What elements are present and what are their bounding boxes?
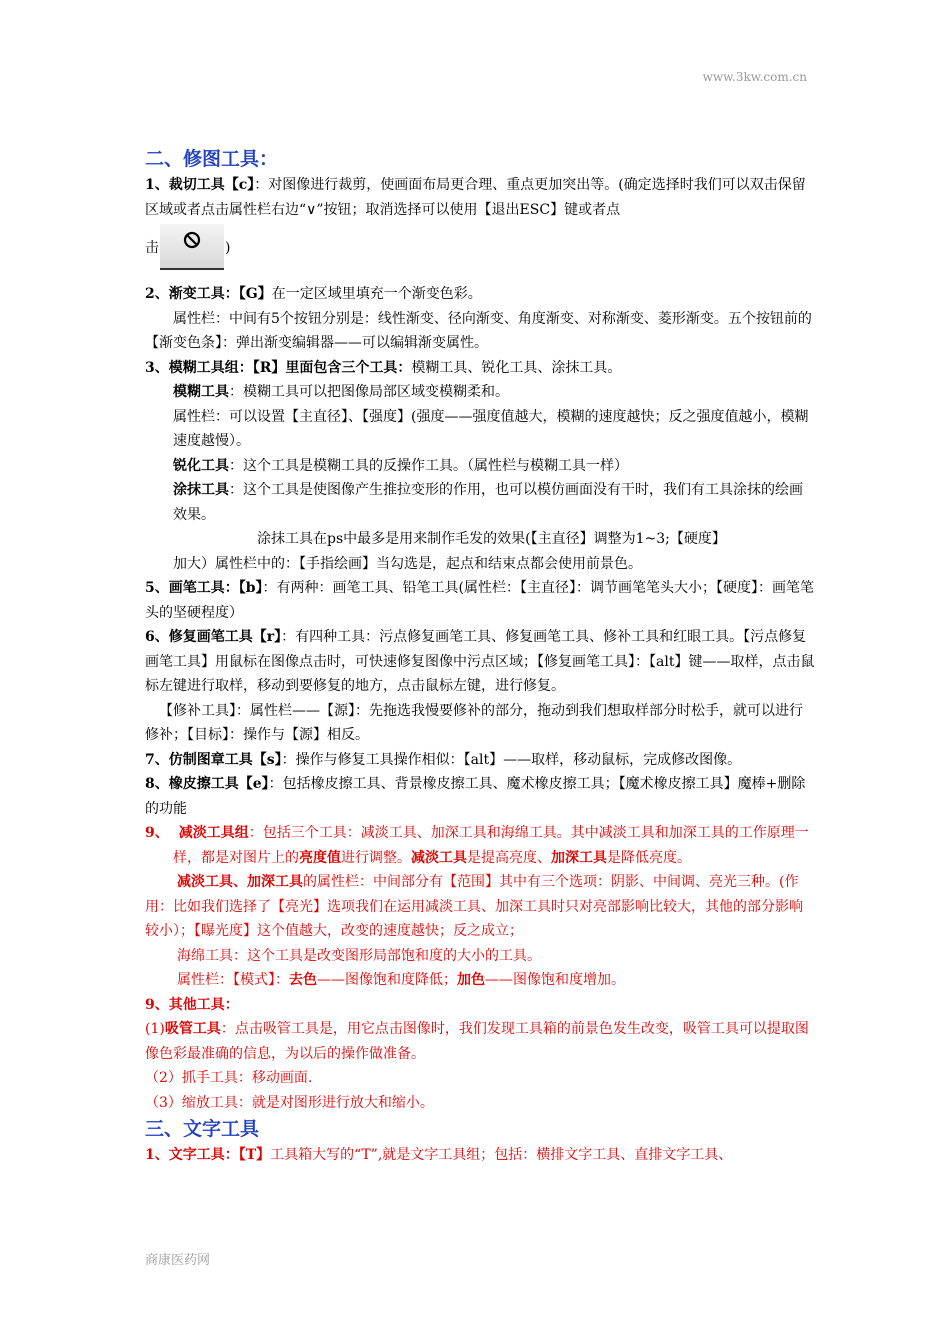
para-suofang: （3）缩放工具：就是对图形进行放大和缩小。 <box>145 1094 434 1111</box>
para-xiguan: (1)吸管工具：点击吸管工具是，用它点击图像时，我们发现工具箱的前景色发生改变，吸管工具可以提取图像色彩最准确的信息，为以后的操作做准备。 <box>145 1021 809 1062</box>
footer-site: 商康医药网 <box>145 1253 211 1268</box>
para-jianbian: 2、渐变工具：【G】在一定区域里填充一个渐变色彩。 <box>145 286 482 302</box>
para-tumo: 涂抹工具：这个工具是使图像产生推拉变形的作用，也可以模仿画面没有干时，我们有工具涂抹的绘画效果。 <box>173 482 803 523</box>
cancel-icon <box>183 231 201 249</box>
header-site: www.3kw.com.cn <box>702 70 807 84</box>
para-mohu-attr: 属性栏：可以设置【主直径】、【强度】(强度——强度值越大，模糊的速度越快；反之强度值越小，模糊速度越慢）。 <box>173 408 809 449</box>
cancel-button-image <box>160 224 224 270</box>
para-tumo-ps2: 加大）属性栏中的：【手指绘画】当勾选是，起点和结束点都会使用前景色。 <box>173 555 642 572</box>
para-fangzhi: 7、仿制图章工具【s】：操作与修复工具操作相似：【alt】——取样，移动鼠标，完成修改图像。 <box>145 751 742 768</box>
para-zhuashou: （2）抓手工具：移动画面. <box>145 1070 313 1086</box>
document-body <box>145 145 815 1168</box>
para-jiandan-attr: 减淡工具、加深工具的属性栏：中间部分有【范围】其中有三个选项：阴影、中间调、亮光三种。(作用：比如我们选择了【亮光】选项我们在运用减淡工具、加深工具时只对亮部影响比较大，其他的部分影响较小）；【曝光度】这个值越大，改变的速度越快；反之成立； <box>145 874 803 939</box>
para-ruihua: 锐化工具：这个工具是模糊工具的反操作工具。（属性栏与模糊工具一样） <box>173 457 628 474</box>
para-tumo-ps: 涂抹工具在ps中最多是用来制作毛发的效果(【主直径】调整为1~3;【硬度】 <box>257 531 726 547</box>
caiqie-title: 裁切工具【c】 <box>168 177 255 193</box>
heading-xiutu: 二、修图工具： <box>145 148 279 170</box>
para-caiqie: 1、裁切工具【c】：对图像进行裁剪，使画面布局更合理、重点更加突出等。(确定选择时我们可以双击保留区域或者点击属性栏右边“∨”按钮；取消选择可以使用【退出ESC】键或者点 <box>145 177 806 218</box>
para-haimian-attr: 属性栏：【模式】：去色——图像饱和度降低；加色——图像饱和度增加。 <box>177 972 625 988</box>
para-qita-head: 9、其他工具： <box>145 996 239 1013</box>
heading-wenzi: 三、文字工具 <box>145 1118 260 1140</box>
para-xiufu: 6、修复画笔工具【r】：有四种工具：污点修复画笔工具、修复画笔工具、修补工具和红眼工具。【污点修复画笔工具】用鼠标在图像点击时，可快速修复图像中污点区域；【修复画笔工具】：【alt】键——取样，点击鼠标左键进行取样，移动到要修复的地方，点击鼠标左键，进行修复。 <box>145 629 815 694</box>
para-mohu-group: 3、模糊工具组：【R】里面包含三个工具：模糊工具、锐化工具、涂抹工具。 <box>145 359 622 376</box>
para-xiubu: 【修补工具】：属性栏——【源】：先拖选我慢要修补的部分，拖动到我们想取样部分时松手，就可以进行修补；【目标】：操作与【源】相反。 <box>145 702 803 743</box>
para-jiandan: 9、 减淡工具组：包括三个工具：减淡工具、加深工具和海绵工具。其中减淡工具和加深工具的工作原理一样，都是对图片上的亮度值进行调整。减淡工具是提高亮度、加深工具是降低亮度。 <box>145 825 809 866</box>
para-jianbian-attr: 属性栏：中间有5个按钮分别是：线性渐变、径向渐变、角度渐变、对称渐变、菱形渐变。五个按钮前的【渐变色条】：弹出渐变编辑器——可以编辑渐变属性。 <box>145 310 812 351</box>
para-huabi: 5、画笔工具：【b】：有两种：画笔工具、铅笔工具(属性栏：【主直径】：调节画笔笔头大小；【硬度】：画笔笔头的坚硬程度） <box>145 580 814 621</box>
para-xiangpi: 8、橡皮擦工具【e】：包括橡皮擦工具、背景橡皮擦工具、魔术橡皮擦工具；【魔术橡皮擦工具】魔棒+删除的功能 <box>145 776 806 817</box>
para-caiqie-end: 击 ) <box>145 224 815 270</box>
para-mohu: 模糊工具：模糊工具可以把图像局部区域变模糊柔和。 <box>173 384 509 400</box>
para-wenzi: 1、文字工具：【T】工具箱大写的“T”,就是文字工具组；包括：横排文字工具、直排文字工具、 <box>145 1147 733 1163</box>
para-haimian: 海绵工具：这个工具是改变图形局部饱和度的大小的工具。 <box>177 947 541 964</box>
